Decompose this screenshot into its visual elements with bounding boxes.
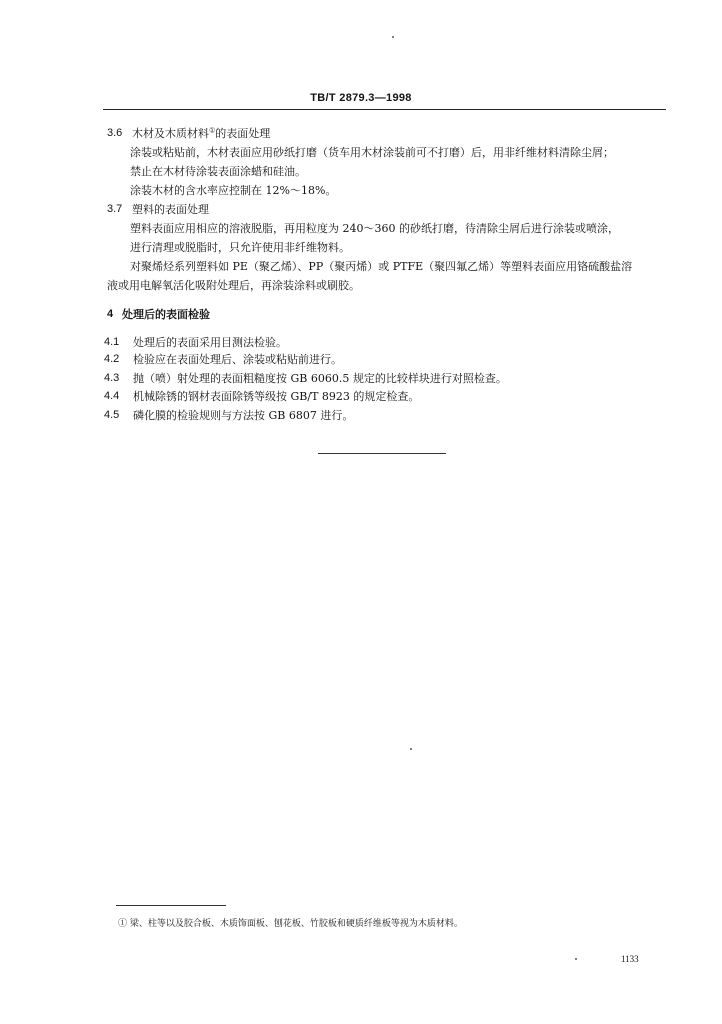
item-text: 机械除锈的钢材表面除锈等级按 GB/T 8923 的规定检查。 [133,390,420,403]
scan-speck [392,36,394,38]
item-number: 4.5 [104,409,120,421]
page-number: 1133 [621,954,639,964]
paragraph-line: 禁止在木材待涂装表面涂蜡和硅油。 [130,165,306,178]
paragraph-line: 进行清理或脱脂时，只允许使用非纤维物料。 [130,241,350,254]
footnote-text: ① 梁、柱等以及胶合板、木质饰面板、刨花板、竹胶板和硬质纤维板等视为木质材料。 [118,919,463,929]
paragraph-line: 塑料表面应用相应的溶液脱脂，再用粒度为 240～360 的砂纸打磨，待清除尘屑后进行涂装或喷涂， [130,222,619,235]
item-text: 检验应在表面处理后、涂装或粘贴前进行。 [133,353,342,366]
paragraph-line: 液或用电解氧活化吸附处理后，再涂装涂料或刷胶。 [107,279,360,292]
item-text: 处理后的表面采用目测法检验。 [133,336,287,349]
section-3-6-title-text: 木材及木质材料 [132,127,209,140]
footnote-ref[interactable]: ① [209,126,216,135]
scan-speck [410,748,412,750]
section-3-6-title-suffix: 的表面处理 [215,127,271,140]
section-3-7-number: 3.7 [107,203,123,215]
section-3-6-title [132,127,270,140]
paragraph-line: 对聚烯烃系列塑料如 PE（聚乙烯）、PP（聚丙烯）或 PTFE（聚四氟乙烯）等塑料表面应用铬硫酸盐溶 [130,260,633,273]
scan-speck [575,958,577,960]
section-4-title: 处理后的表面检验 [122,308,210,321]
section-3-7-title: 塑料的表面处理 [132,203,209,216]
section-3-6-number: 3.6 [107,127,123,139]
item-text: 抛（喷）射处理的表面粗糙度按 GB 6060.5 规定的比较样块进行对照检查。 [133,372,507,385]
end-of-text-rule [318,453,446,454]
section-4-number: 4 [107,308,114,320]
footnote-rule [116,905,226,906]
paragraph-line: 涂装或粘贴前，木材表面应用砂纸打磨（货车用木材涂装前可不打磨）后，用非纤维材料清除尘屑； [130,146,614,159]
header-rule [103,109,666,110]
item-number: 4.4 [104,390,120,402]
item-text: 磷化膜的检验规则与方法按 GB 6807 进行。 [133,409,354,422]
item-number: 4.1 [104,336,120,348]
item-number: 4.3 [104,372,120,384]
item-number: 4.2 [104,353,120,365]
standard-header: TB/T 2879.3—1998 [310,92,412,104]
paragraph-line: 涂装木材的含水率应控制在 12%～18%。 [130,184,337,197]
